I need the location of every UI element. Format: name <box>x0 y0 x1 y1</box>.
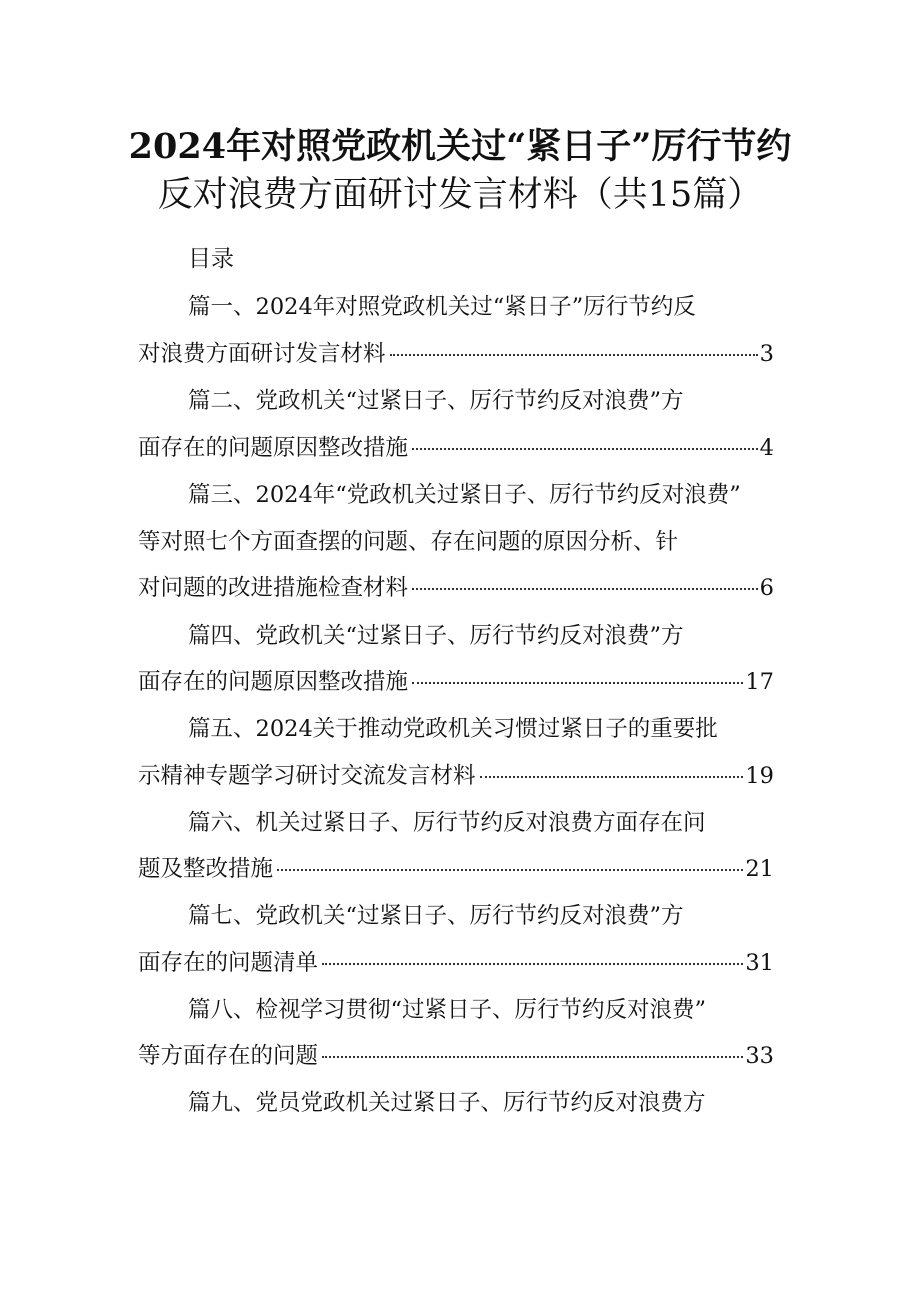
dot-leader <box>480 774 744 778</box>
dot-leader <box>390 352 758 356</box>
toc-entry-5-line-2: 示精神专题学习研讨交流发言材料 <box>138 763 476 789</box>
toc-entry-1-line-1[interactable]: 篇一、2024年对照党政机关过“紧日子”厉行节约反 <box>188 294 696 320</box>
toc-entry-9-line-1[interactable]: 篇九、党员党政机关过紧日子、厉行节约反对浪费方 <box>188 1090 706 1116</box>
toc-entry-1-page: 3 <box>759 341 774 367</box>
toc-entry-6-last[interactable] <box>138 853 774 885</box>
toc-entry-2-page: 4 <box>759 435 774 461</box>
toc-entry-3-page: 6 <box>759 575 774 601</box>
toc-entry-1-last[interactable] <box>138 338 774 370</box>
toc-entry-7-line-1[interactable]: 篇七、党政机关“过紧日子、厉行节约反对浪费”方 <box>188 903 684 929</box>
toc-entry-8-last[interactable] <box>138 1040 774 1072</box>
toc-entry-8-line-2: 等方面存在的问题 <box>138 1043 319 1069</box>
toc-entry-1-line-2: 对浪费方面研讨发言材料 <box>138 341 386 367</box>
dot-leader <box>277 867 743 871</box>
toc-entry-7-last[interactable] <box>138 947 774 979</box>
toc-entry-3-last[interactable] <box>138 572 774 604</box>
toc-entry-6-line-2: 题及整改措施 <box>138 856 274 882</box>
toc-heading: 目录 <box>188 246 234 272</box>
toc-entry-8-page: 33 <box>745 1043 774 1069</box>
toc-entry-8-line-1[interactable]: 篇八、检视学习贯彻“过紧日子、厉行节约反对浪费” <box>188 997 707 1023</box>
toc-entry-5-line-1[interactable]: 篇五、2024关于推动党政机关习惯过紧日子的重要批 <box>188 716 718 742</box>
toc-entry-2-line-1[interactable]: 篇二、党政机关“过紧日子、厉行节约反对浪费”方 <box>188 388 684 414</box>
dot-leader <box>322 961 743 965</box>
toc-entry-7-line-2: 面存在的问题清单 <box>138 950 319 976</box>
document-title-line-1: 2024年对照党政机关过“紧日子”厉行节约 <box>128 126 792 167</box>
toc-entry-6-line-1[interactable]: 篇六、机关过紧日子、厉行节约反对浪费方面存在问 <box>188 810 706 836</box>
toc-entry-5-page: 19 <box>745 763 774 789</box>
toc-entry-4-line-1[interactable]: 篇四、党政机关“过紧日子、厉行节约反对浪费”方 <box>188 623 684 649</box>
toc-entry-4-page: 17 <box>745 669 774 695</box>
toc-entry-3-line-1[interactable]: 篇三、2024年“党政机关过紧日子、厉行节约反对浪费” <box>188 482 741 508</box>
dot-leader <box>412 680 743 684</box>
toc-entry-3-line-3: 对问题的改进措施检查材料 <box>138 575 409 601</box>
toc-entry-6-page: 21 <box>745 856 774 882</box>
toc-entry-5-last[interactable] <box>138 760 774 792</box>
dot-leader <box>412 446 758 450</box>
dot-leader <box>412 586 758 590</box>
document-title-line-2: 反对浪费方面研讨发言材料（共15篇） <box>157 175 763 215</box>
toc-entry-7-page: 31 <box>745 950 774 976</box>
toc-entry-4-last[interactable] <box>138 666 774 698</box>
toc-entry-2-last[interactable] <box>138 432 774 464</box>
toc-entry-4-line-2: 面存在的问题原因整改措施 <box>138 669 409 695</box>
toc-entry-2-line-2: 面存在的问题原因整改措施 <box>138 435 409 461</box>
dot-leader <box>322 1054 743 1058</box>
toc-entry-3-line-2[interactable]: 等对照七个方面查摆的问题、存在问题的原因分析、针 <box>138 529 679 555</box>
